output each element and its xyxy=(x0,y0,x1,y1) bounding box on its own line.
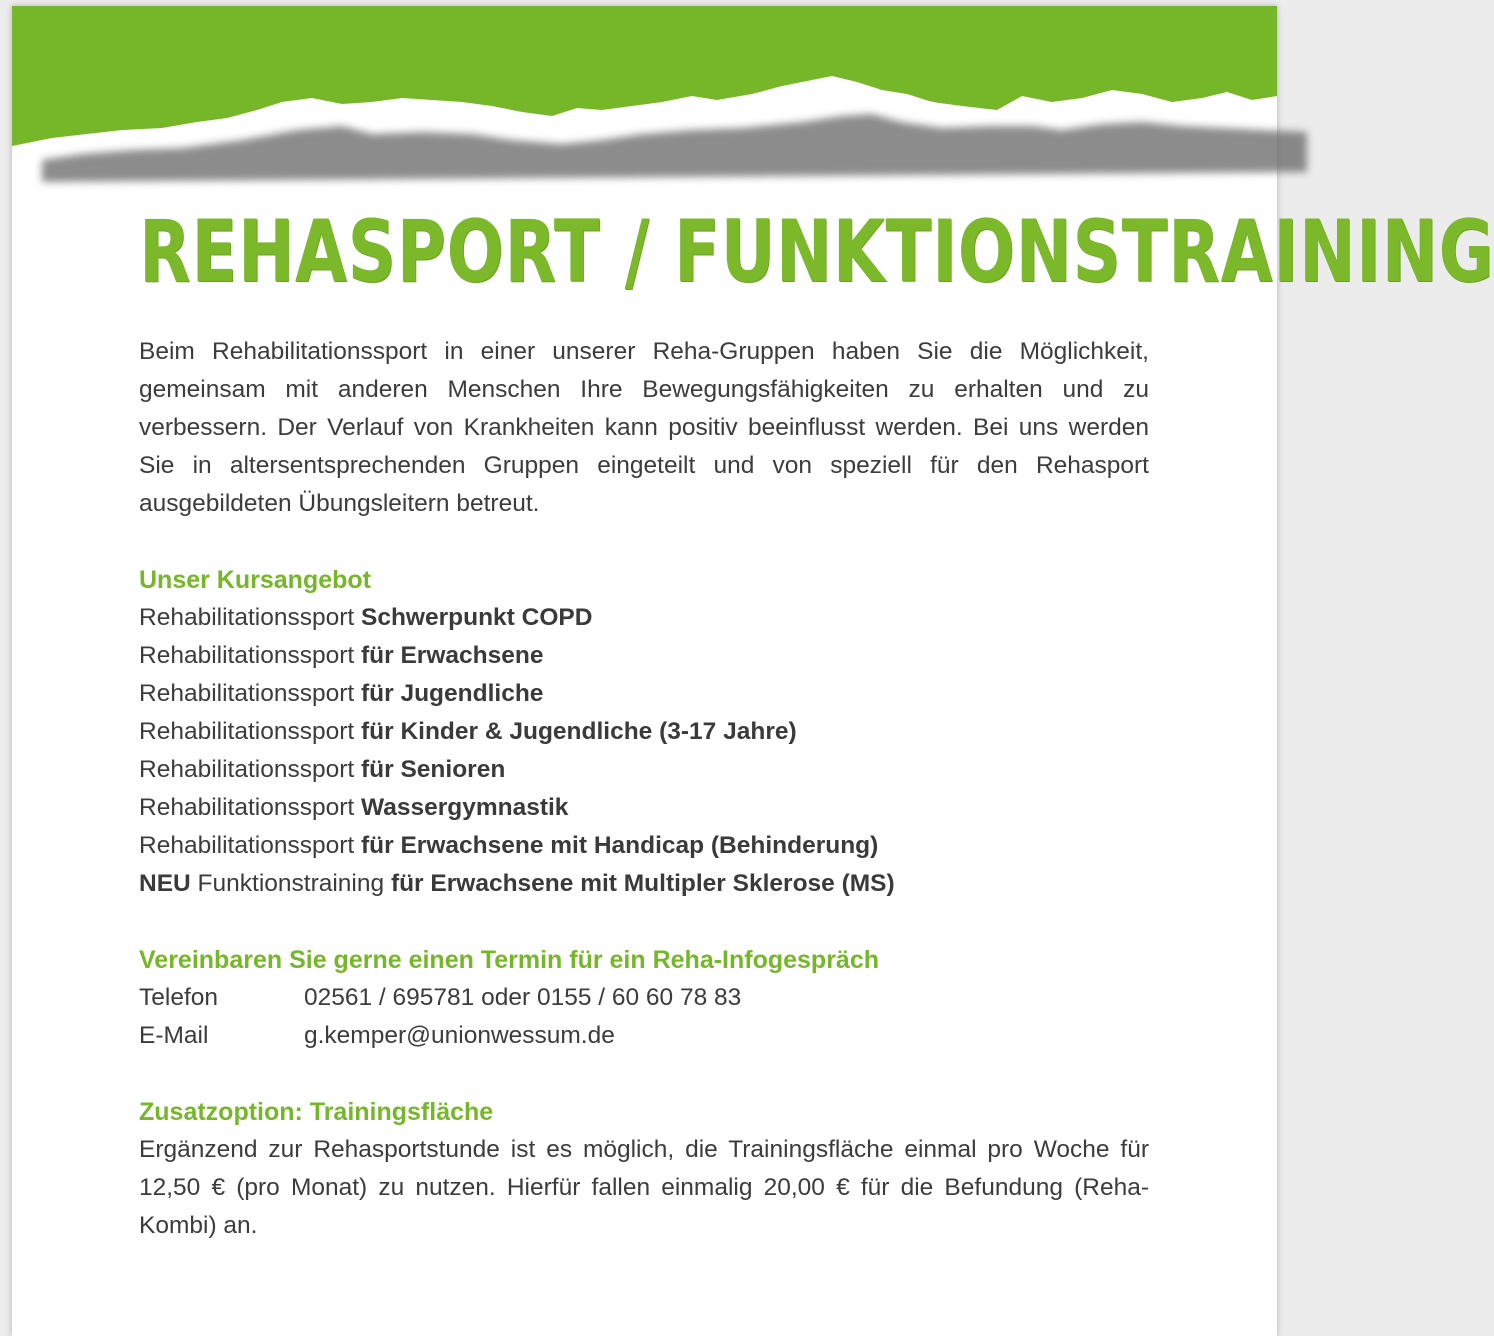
email-value: g.kemper@unionwessum.de xyxy=(304,1022,615,1049)
addon-paragraph: Ergänzend zur Rehasportstunde ist es möglich, die Trainingsfläche einmal pro Woche für 12,50 € (pro Monat) zu nutzen. Hierfür fallen einmalig 20,00 € für die Befundung (Reha-Kombi) an. xyxy=(139,1136,1149,1239)
course-item: Rehabilitationssport für Senioren xyxy=(139,756,506,783)
page-title: REHASPORT / FUNKTIONSTRAINING xyxy=(139,202,1494,302)
course-item: Rehabilitationssport Schwerpunkt COPD xyxy=(139,604,593,631)
email-row xyxy=(139,1017,1149,1055)
course-item-new: NEU Funktionstraining für Erwachsene mit Multipler Sklerose (MS) xyxy=(139,870,895,897)
course-item: Rehabilitationssport Wassergymnastik xyxy=(139,794,569,821)
course-item: Rehabilitationssport für Jugendliche xyxy=(139,680,544,707)
content-column xyxy=(139,333,1149,1245)
phone-row xyxy=(139,979,1149,1017)
addon-heading: Zusatzoption: Trainingsfläche xyxy=(139,1098,494,1126)
course-list xyxy=(139,599,1149,903)
email-label: E-Mail xyxy=(139,1022,209,1049)
phone-value: 02561 / 695781 oder 0155 / 60 60 78 83 xyxy=(304,984,742,1011)
course-item: Rehabilitationssport für Kinder & Jugendliche (3-17 Jahre) xyxy=(139,718,797,745)
intro-paragraph: Beim Rehabilitationssport in einer unserer Reha-Gruppen haben Sie die Möglichkeit, gemeinsam mit anderen Menschen Ihre Bewegungsfähigkeiten zu erhalten und zu verbessern. Der Verlauf von Krankheiten kann positiv beeinflusst werden. Bei uns werden Sie in altersentsprechenden Gruppen eingeteilt und von speziell für den Rehasport ausgebildeten Übungsleitern betreut. xyxy=(139,338,1149,517)
document-page xyxy=(12,6,1494,1336)
course-item: Rehabilitationssport für Erwachsene mit Handicap (Behinderung) xyxy=(139,832,879,859)
contact-heading: Vereinbaren Sie gerne einen Termin für ein Reha-Infogespräch xyxy=(139,946,880,974)
courses-heading: Unser Kursangebot xyxy=(139,566,371,594)
course-item: Rehabilitationssport für Erwachsene xyxy=(139,642,544,669)
new-badge: NEU xyxy=(139,870,191,897)
torn-paper-banner xyxy=(12,6,1277,176)
phone-label: Telefon xyxy=(139,984,219,1011)
